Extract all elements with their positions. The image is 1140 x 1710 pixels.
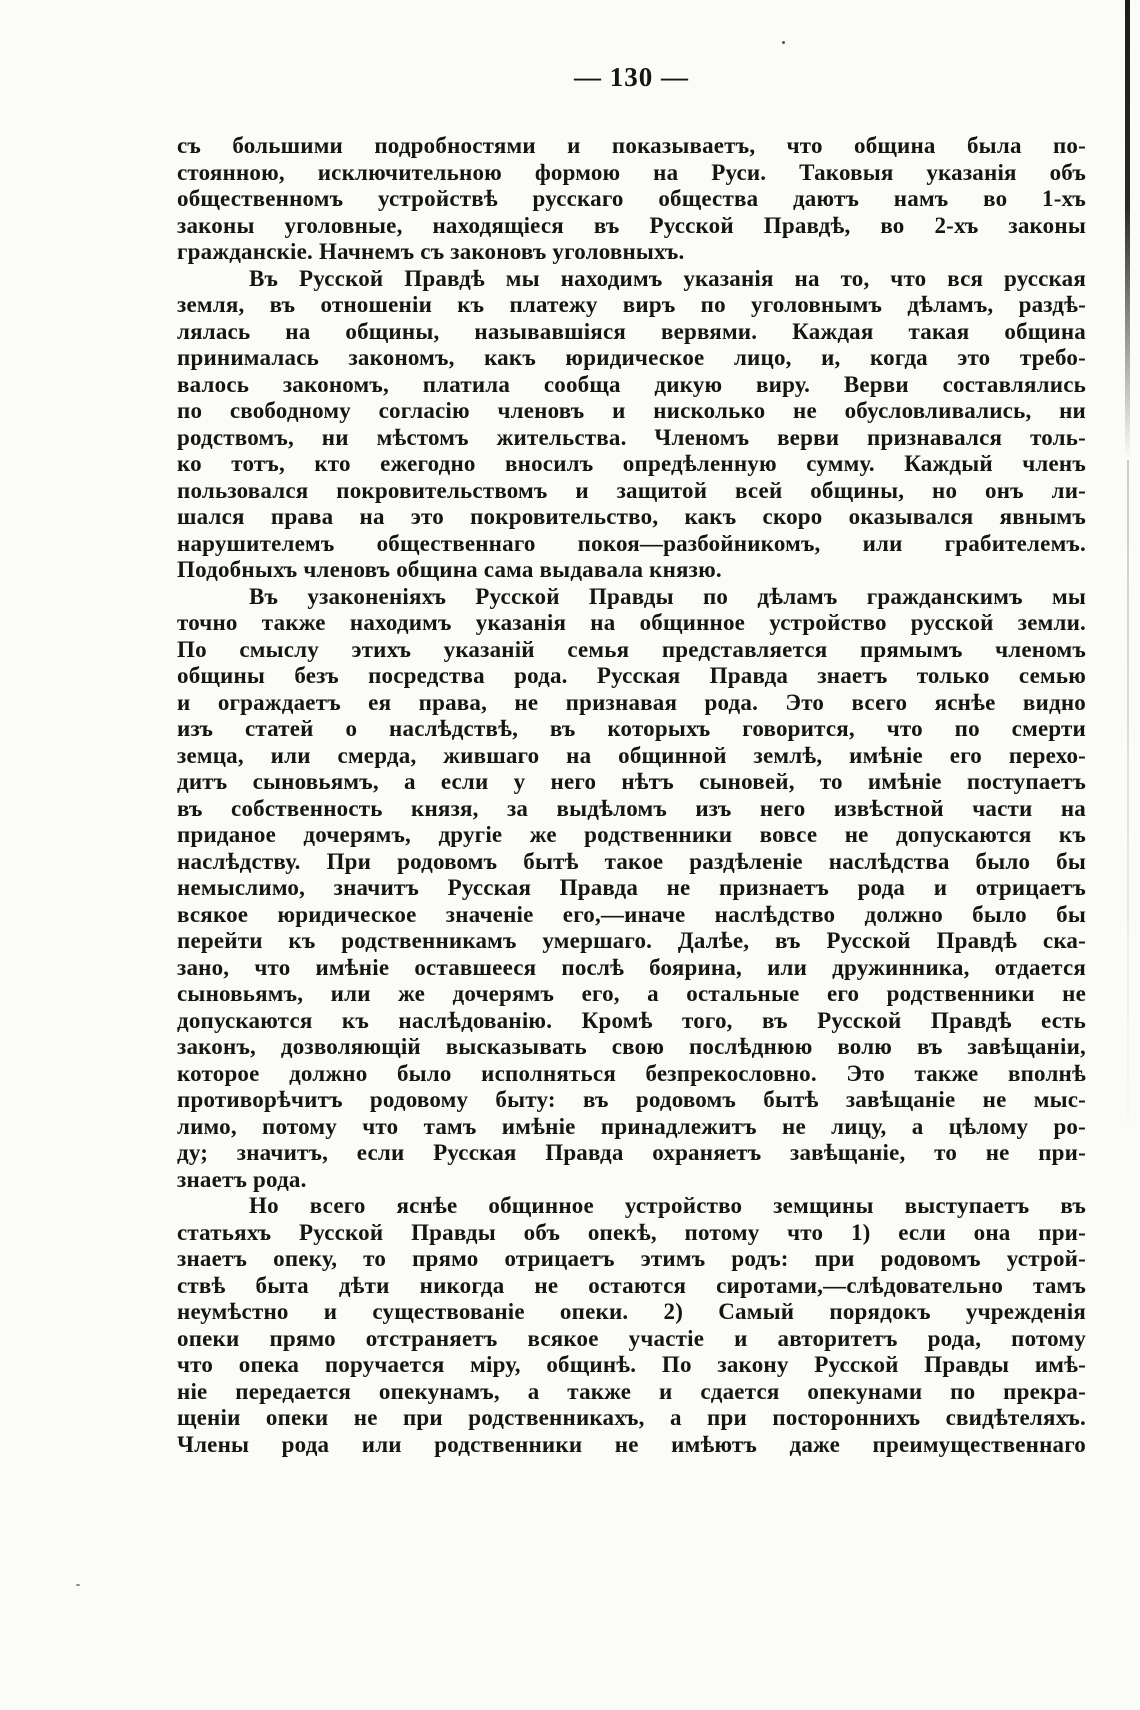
paragraph bbox=[177, 1193, 1086, 1458]
paragraph bbox=[177, 266, 1086, 584]
text-line: валось закономъ, платила сообща дикую виру. Верви составлялись bbox=[177, 371, 1086, 397]
text-line: знаетъ опеку, то прямо отрицаетъ этимъ родъ: при родовомъ устрой- bbox=[177, 1246, 1086, 1271]
text-line: законъ, дозволяющій высказывать свою послѣднюю волю въ завѣщаніи, bbox=[177, 1034, 1086, 1059]
paragraph bbox=[177, 584, 1086, 1194]
text-line: Въ узаконеніяхъ Русской Правды по дѣламъ гражданскимъ мы bbox=[249, 583, 1086, 609]
text-line: ніе передается опекунамъ, а также и сдается опекунами по прекра- bbox=[177, 1378, 1086, 1404]
text-line: опеки прямо отстраняетъ всякое участіе и авторитетъ рода, потому bbox=[177, 1325, 1086, 1351]
text-line: пользовался покровительствомъ и защитой всей общины, но онъ ли- bbox=[177, 477, 1086, 503]
text-line: всякое юридическое значеніе его,—иначе наслѣдство должно было бы bbox=[177, 901, 1086, 927]
paragraph bbox=[177, 133, 1086, 266]
text-line: Члены рода или родственники не имѣютъ даже преимущественнаго bbox=[177, 1431, 1086, 1457]
text-line: сыновьямъ, или же дочерямъ его, а остальные его родственники не bbox=[177, 981, 1086, 1006]
text-line: что опека поручается міру, общинѣ. По закону Русской Правды имѣ- bbox=[177, 1352, 1086, 1377]
text-line: стоянною, исключительною формою на Руси. Таковыя указанія объ bbox=[177, 159, 1086, 185]
text-line: приданое дочерямъ, другіе же родственники вовсе не допускаются къ bbox=[177, 822, 1086, 847]
text-line: статьяхъ Русской Правды объ опекѣ, потому что 1) если она при- bbox=[177, 1219, 1086, 1245]
text-line: и ограждаетъ ея права, не признавая рода. Это всего яснѣе видно bbox=[177, 689, 1086, 715]
text-line: родствомъ, ни мѣстомъ жительства. Членомъ верви признавался толь- bbox=[177, 424, 1086, 450]
scan-edge-shadow-faint bbox=[1127, 460, 1129, 1160]
text-line: въ собственность князя, за выдѣломъ изъ него извѣстной части на bbox=[177, 795, 1086, 821]
page-number: — 130 — bbox=[574, 62, 689, 92]
text-line: неумѣстно и существованіе опеки. 2) Самый порядокъ учрежденія bbox=[177, 1299, 1086, 1324]
text-line: противорѣчитъ родовому быту: въ родовомъ бытѣ завѣщаніе не мыс- bbox=[177, 1087, 1086, 1112]
text-line: лимо, потому что тамъ имѣніе принадлежитъ не лицу, а цѣлому ро- bbox=[177, 1113, 1086, 1139]
text-line: наслѣдству. При родовомъ бытѣ такое раздѣленіе наслѣдства было бы bbox=[177, 848, 1086, 874]
text-line: изъ статей о наслѣдствѣ, въ которыхъ говорится, что по смерти bbox=[177, 716, 1086, 741]
scan-edge-shadow bbox=[1125, 0, 1130, 460]
text-line: допускаются къ наслѣдованію. Кромѣ того, въ Русской Правдѣ есть bbox=[177, 1007, 1086, 1033]
scan-speck bbox=[76, 1584, 80, 1586]
text-line: По смыслу этихъ указаній семья представляется прямымъ членомъ bbox=[177, 636, 1086, 662]
text-line: Въ Русской Правдѣ мы находимъ указанія на то, что вся русская bbox=[249, 265, 1086, 291]
text-line: гражданскіе. Начнемъ съ законовъ уголовныхъ. bbox=[177, 239, 685, 264]
text-line: ду; значитъ, если Русская Правда охраняетъ завѣщаніе, то не при- bbox=[177, 1140, 1086, 1165]
text-line: съ большими подробностями и показываетъ, что община была по- bbox=[177, 133, 1086, 158]
scan-speck bbox=[782, 41, 785, 44]
text-line: дитъ сыновьямъ, а если у него нѣтъ сыновей, то имѣніе поступаетъ bbox=[177, 769, 1086, 794]
text-line: принималась закономъ, какъ юридическое лицо, и, когда это требо- bbox=[177, 345, 1086, 370]
text-line: Но всего яснѣе общинное устройство земщины выступаетъ въ bbox=[249, 1193, 1086, 1218]
text-line: общественномъ устройствѣ русскаго общества даютъ намъ во 1-хъ bbox=[177, 186, 1086, 211]
text-line: ствѣ быта дѣти никогда не остаются сиротами,—слѣдовательно тамъ bbox=[177, 1272, 1086, 1298]
text-line: немыслимо, значитъ Русская Правда не признаетъ рода и отрицаетъ bbox=[177, 875, 1086, 900]
text-line: законы уголовные, находящіеся въ Русской Правдѣ, во 2-хъ законы bbox=[177, 212, 1086, 238]
text-line: ко тотъ, кто ежегодно вносилъ опредѣленную сумму. Каждый членъ bbox=[177, 451, 1086, 476]
text-line: точно также находимъ указанія на общинное устройство русской земли. bbox=[177, 610, 1086, 635]
text-line: по свободному согласію членовъ и нисколько не обусловливались, ни bbox=[177, 398, 1086, 423]
text-line: зано, что имѣніе оставшееся послѣ боярина, или дружинника, отдается bbox=[177, 954, 1086, 980]
text-line: нарушителемъ общественнаго покоя—разбойникомъ, или грабителемъ. bbox=[177, 530, 1086, 556]
text-line: знаетъ рода. bbox=[177, 1166, 307, 1192]
text-line: которое должно было исполняться безпрекословно. Это также вполнѣ bbox=[177, 1060, 1086, 1086]
text-line: щеніи опеки не при родственникахъ, а при постороннихъ свидѣтеляхъ. bbox=[177, 1405, 1086, 1430]
text-line: земля, въ отношеніи къ платежу виръ по уголовнымъ дѣламъ, раздѣ- bbox=[177, 292, 1086, 317]
text-line: земца, или смерда, жившаго на общинной землѣ, имѣніе его перехо- bbox=[177, 742, 1086, 768]
page-body bbox=[177, 133, 1086, 1458]
text-line: общины безъ посредства рода. Русская Правда знаетъ только семью bbox=[177, 663, 1086, 688]
text-line: перейти къ родственникамъ умершаго. Далѣе, въ Русской Правдѣ ска- bbox=[177, 928, 1086, 953]
text-line: лялась на общины, называвшіяся вервями. Каждая такая община bbox=[177, 318, 1086, 344]
text-line: шался права на это покровительство, какъ скоро оказывался явнымъ bbox=[177, 504, 1086, 529]
text-line: Подобныхъ членовъ община сама выдавала князю. bbox=[177, 557, 722, 582]
